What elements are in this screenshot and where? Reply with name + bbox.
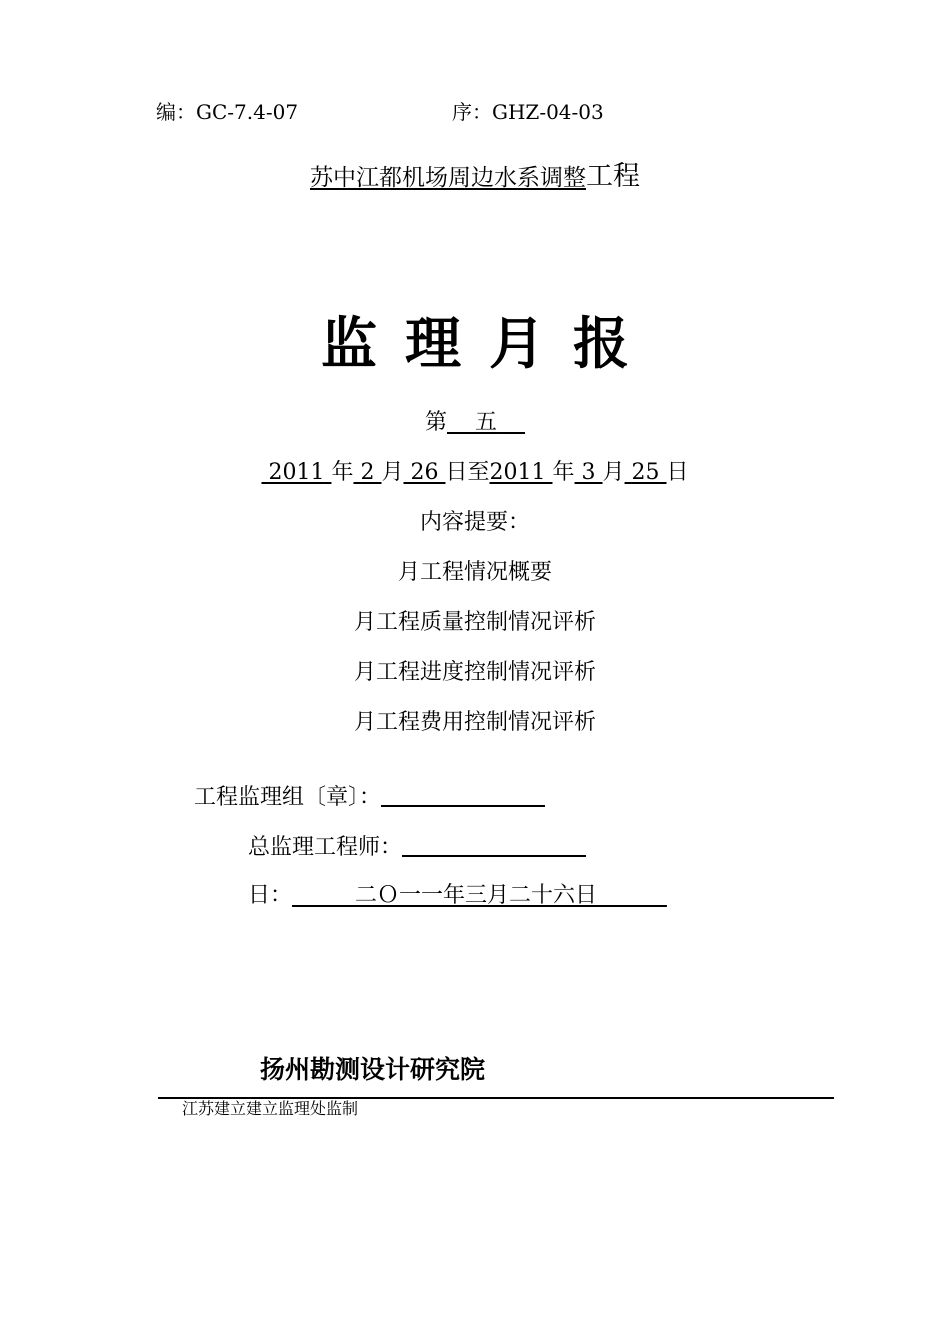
end-year: 2011 <box>489 460 546 485</box>
date-value: 二Ｏ一一年三月二十六日 <box>354 883 597 908</box>
engineer-label: 总监理工程师： <box>248 835 403 860</box>
project-name: 苏中江都机场周边水系调整 <box>310 165 586 191</box>
start-day: 26 <box>410 460 439 485</box>
project-title <box>0 154 950 193</box>
group-signature-blank <box>381 783 545 807</box>
document-code: 编：GC-7.4-07 <box>156 100 299 124</box>
footer-note: 江苏建立建立监理处监制 <box>182 1099 359 1118</box>
summary-item: 月工程费用控制情况评析 <box>353 710 596 735</box>
group-label: 工程监理组〔章〕： <box>194 785 382 810</box>
signature-date <box>248 878 667 909</box>
summary-heading: 内容提要： <box>419 510 530 535</box>
sequence-code: 序：GHZ-04-03 <box>452 100 604 124</box>
date-label: 日： <box>248 883 293 908</box>
end-day: 25 <box>631 460 660 485</box>
issue-number: 五 <box>475 410 498 435</box>
project-suffix: 工程 <box>586 161 640 192</box>
engineer-signature-blank <box>402 833 586 857</box>
issue-line <box>0 405 950 436</box>
report-title: 监理月报 <box>321 312 657 377</box>
report-period: 2011 年 2 月 26 日至2011 年 3 月 25 日 <box>0 455 950 486</box>
start-year: 2011 <box>268 460 325 485</box>
start-month: 2 <box>360 460 375 485</box>
supervision-group-signature <box>194 780 545 811</box>
chief-engineer-signature <box>248 830 586 861</box>
end-month: 3 <box>581 460 596 485</box>
summary-item: 月工程进度控制情况评析 <box>353 660 596 685</box>
organization-name: 扬州勘测设计研究院 <box>260 1055 486 1084</box>
issue-prefix: 第 <box>425 410 448 435</box>
summary-item: 月工程情况概要 <box>397 560 552 585</box>
summary-item: 月工程质量控制情况评析 <box>353 610 596 635</box>
